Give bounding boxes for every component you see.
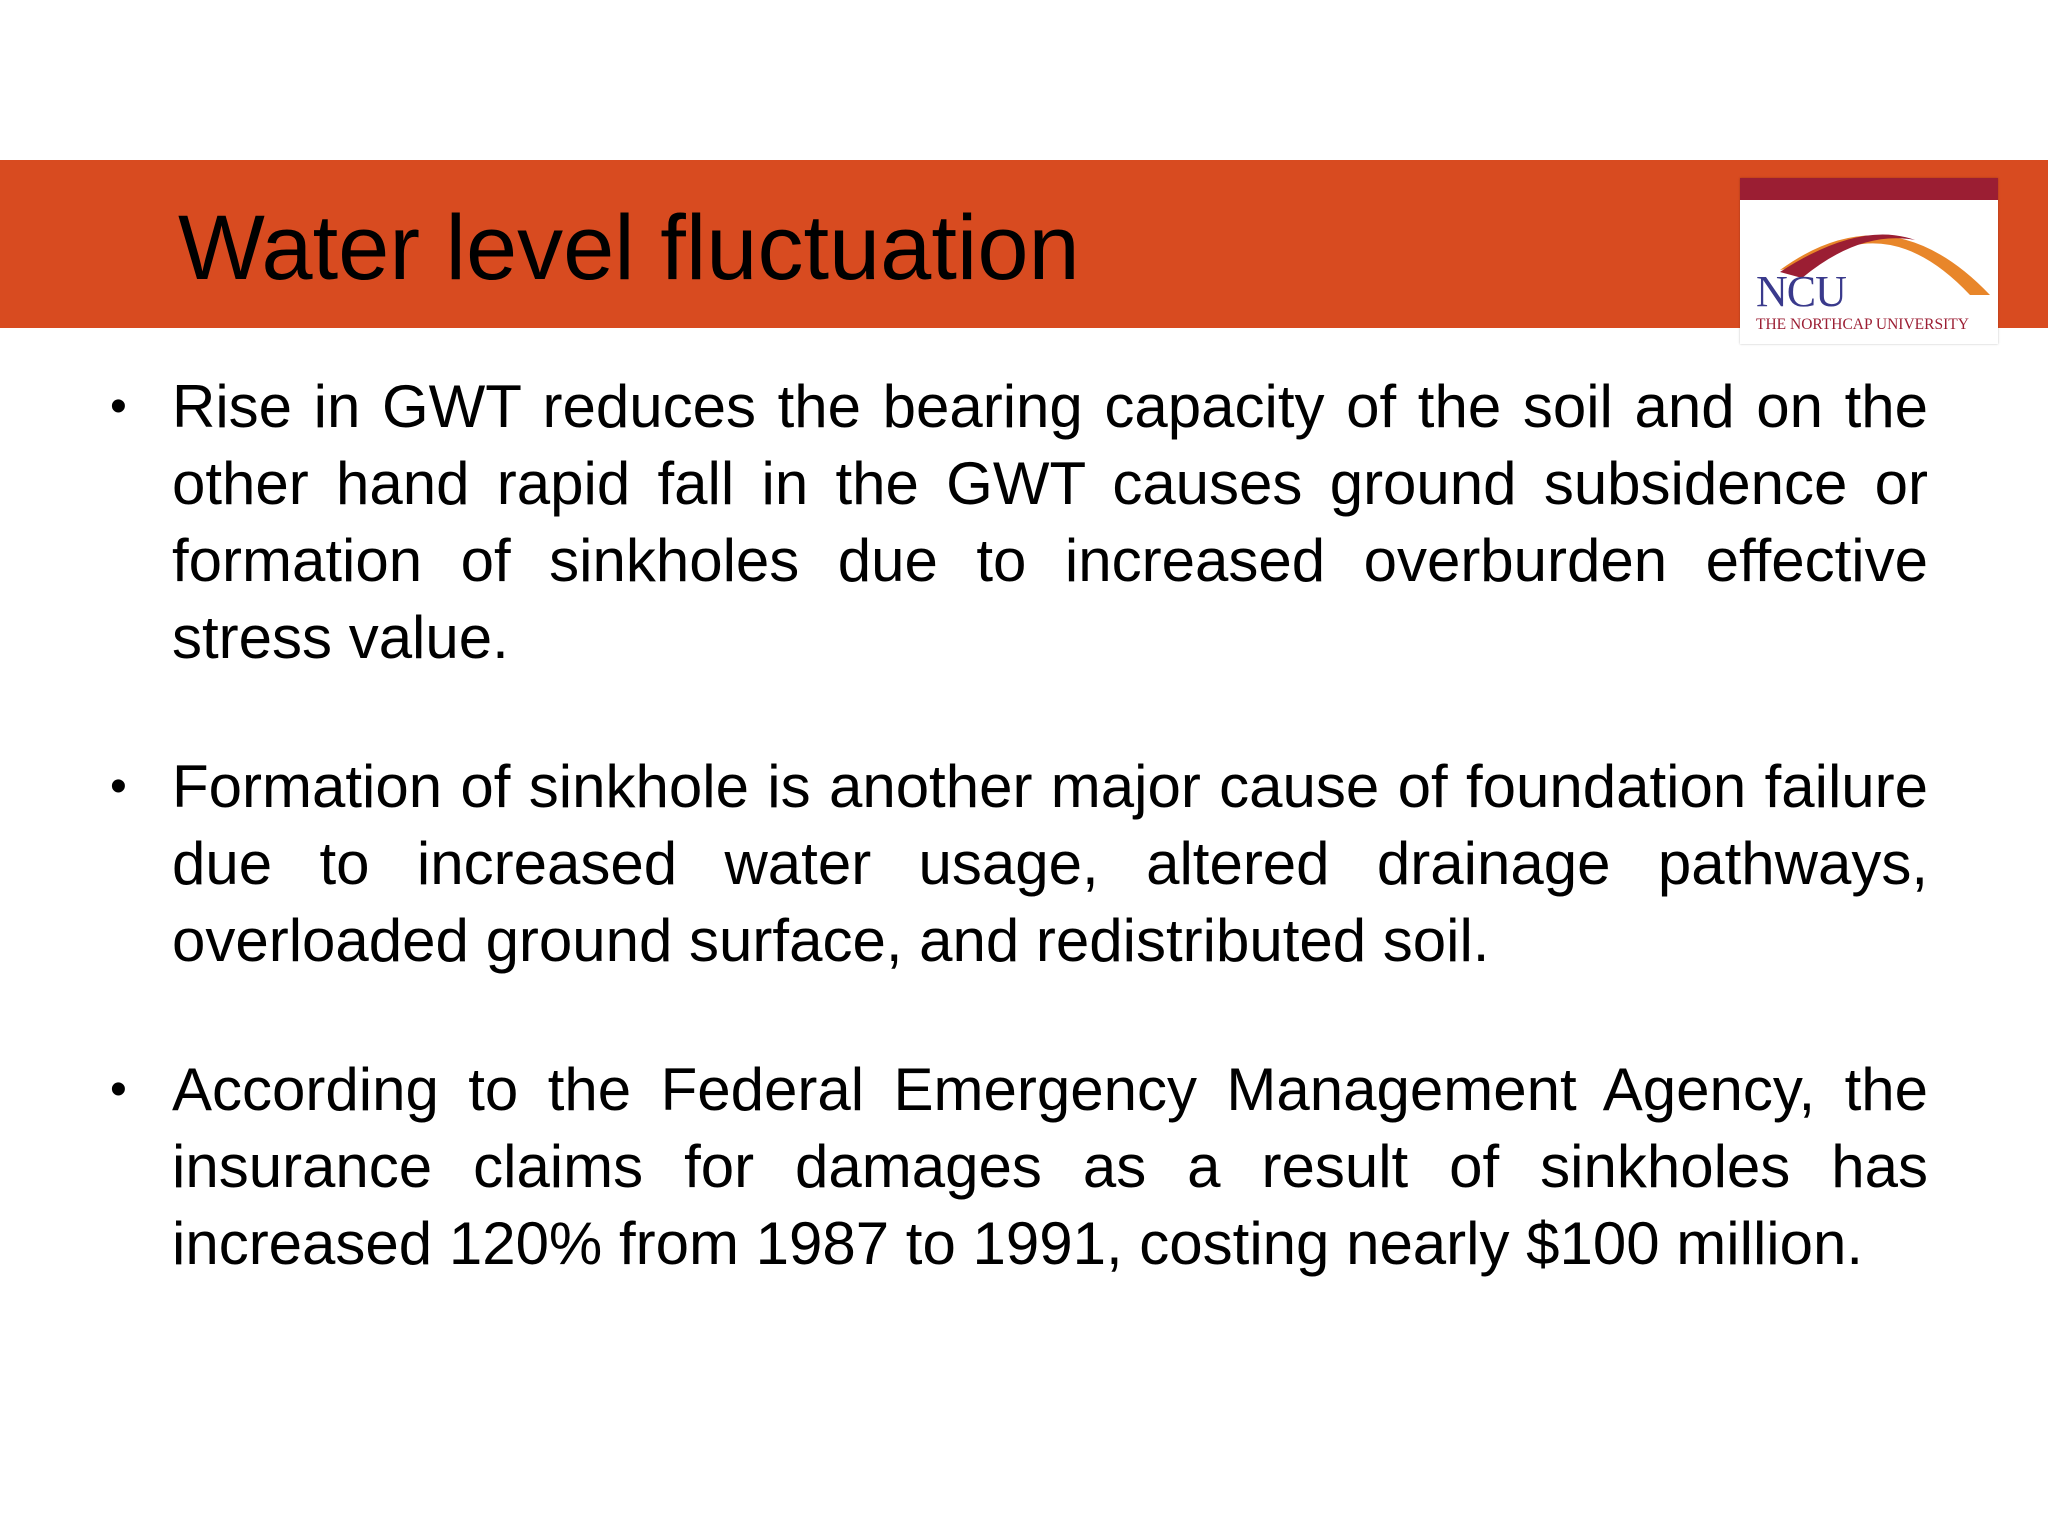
slide-title: Water level fluctuation [178,197,1080,299]
bullet-text: According to the Federal Emergency Management Agency, the insurance claims for damages as a result of sinkholes has increased 120% from 1987 to 1991, costing nearly $100 million. [172,1056,1928,1277]
logo-top-band [1740,178,1998,200]
bullet-dot-icon: • [110,1063,127,1116]
bullet-dot-icon: • [110,760,127,813]
bullet-list [110,368,1928,1354]
bullet-text: Rise in GWT reduces the bearing capacity of the soil and on the other hand rapid fall in the GWT causes ground subsidence or formation of sinkholes due to increased overburden effective stress value. [172,373,1928,671]
bullet-item [110,368,1928,676]
bullet-item [110,748,1928,979]
bullet-dot-icon: • [110,380,127,433]
logo-university-name: THE NORTHCAP UNIVERSITY [1756,316,1969,333]
bullet-item [110,1051,1928,1282]
bullet-text: Formation of sinkhole is another major cause of foundation failure due to increased water usage, altered drainage pathways, overloaded ground surface, and redistributed soil. [172,753,1928,974]
logo-abbreviation: NCU [1756,267,1846,316]
university-logo [1740,178,1998,344]
